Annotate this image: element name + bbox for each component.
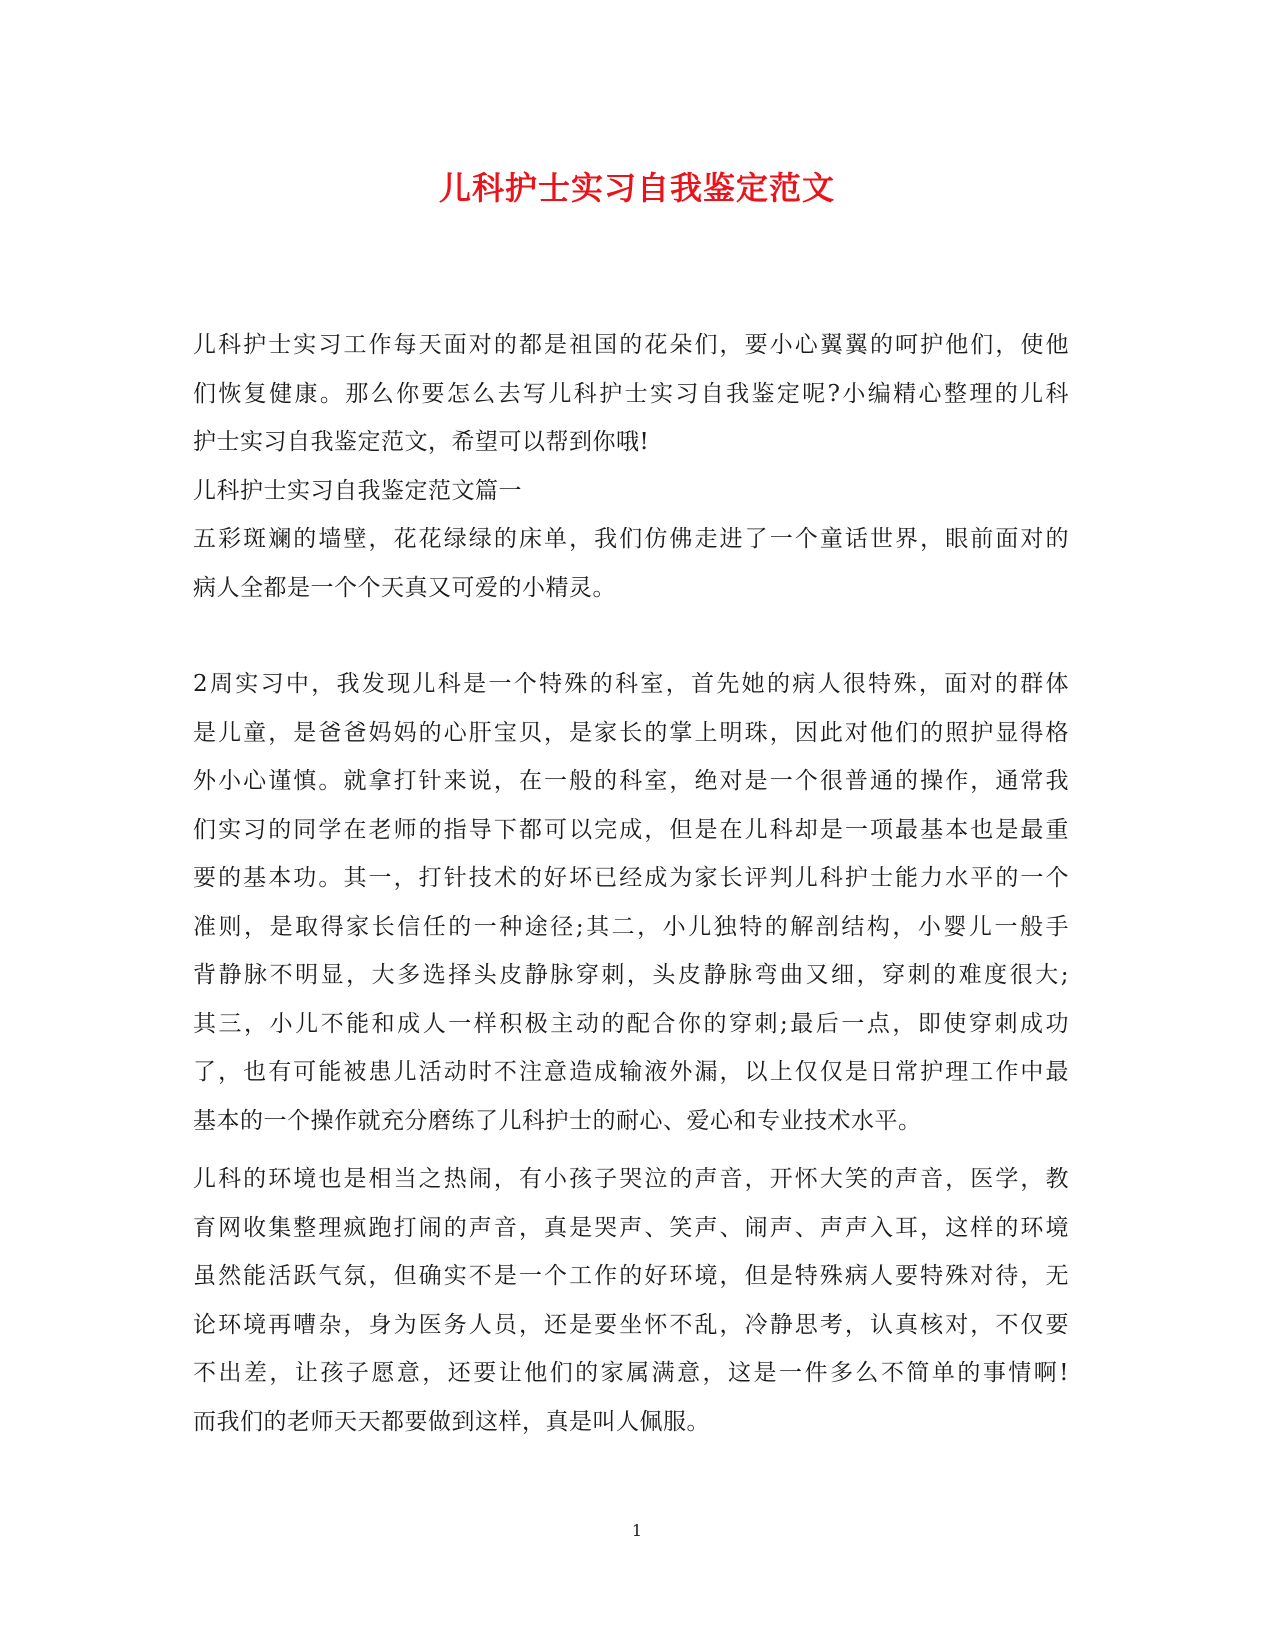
- text-line: 五彩斑斓的墙壁，花花绿绿的床单，我们仿佛走进了一个童话世界，眼前面对的: [193, 526, 1069, 552]
- text-line: 是儿童，是爸爸妈妈的心肝宝贝，是家长的掌上明珠，因此对他们的照护显得格: [193, 719, 1069, 746]
- text-line: 了，也有可能被患儿活动时不注意造成输液外漏，以上仅仅是日常护理工作中最: [193, 1059, 1069, 1085]
- paragraph-2: [193, 660, 1069, 1145]
- paragraph-1: [193, 515, 1069, 612]
- intro-paragraph: [193, 321, 1069, 467]
- text-line: 们恢复健康。那么你要怎么去写儿科护士实习自我鉴定呢?小编精心整理的儿科: [193, 380, 1069, 407]
- text-line: 病人全都是一个个天真又可爱的小精灵。: [193, 574, 616, 601]
- document-title: 儿科护士实习自我鉴定范文: [438, 169, 835, 207]
- text-line: 背静脉不明显，大多选择头皮静脉穿刺，头皮静脉弯曲又细，穿刺的难度很大;: [193, 962, 1069, 988]
- text-line: 儿科护士实习工作每天面对的都是祖国的花朵们，要小心翼翼的呵护他们，使他: [193, 332, 1069, 358]
- text-line: 们实习的同学在老师的指导下都可以完成，但是在儿科却是一项最基本也是最重: [193, 816, 1069, 843]
- text-line: 外小心谨慎。就拿打针来说，在一般的科室，绝对是一个很普通的操作，通常我: [193, 768, 1069, 794]
- text-line: 不出差，让孩子愿意，还要让他们的家属满意，这是一件多么不简单的事情啊!: [193, 1360, 1069, 1386]
- section-heading-text: 儿科护士实习自我鉴定范文篇一: [193, 478, 522, 504]
- text-line: 其三，小儿不能和成人一样积极主动的配合你的穿刺;最后一点，即使穿刺成功: [193, 1010, 1069, 1037]
- paragraph-3: [193, 1155, 1069, 1446]
- text-line: 准则，是取得家长信任的一种途径;其二，小儿独特的解剖结构，小婴儿一般手: [193, 913, 1069, 940]
- text-line: 基本的一个操作就充分磨练了儿科护士的耐心、爱心和专业技术水平。: [193, 1107, 922, 1134]
- text-line: 儿科的环境也是相当之热闹，有小孩子哭泣的声音，开怀大笑的声音，医学，教: [193, 1166, 1069, 1192]
- text-line: 育网收集整理疯跑打闹的声音，真是哭声、笑声、闹声、声声入耳，这样的环境: [193, 1214, 1069, 1241]
- text-line: 论环境再嘈杂，身为医务人员，还是要坐怀不乱，冷静思考，认真核对，不仅要: [193, 1311, 1069, 1338]
- text-line: 护士实习自我鉴定范文，希望可以帮到你哦!: [193, 429, 650, 455]
- text-line: 而我们的老师天天都要做到这样，真是叫人佩服。: [193, 1408, 710, 1435]
- text-line: 虽然能活跃气氛，但确实不是一个工作的好环境，但是特殊病人要特殊对待，无: [193, 1263, 1069, 1289]
- section-heading: [193, 467, 1069, 516]
- page-number: 1: [631, 1521, 643, 1540]
- text-line: 2周实习中，我发现儿科是一个特殊的科室，首先她的病人很特殊，面对的群体: [193, 671, 1069, 697]
- text-line: 要的基本功。其一，打针技术的好坏已经成为家长评判儿科护士能力水平的一个: [193, 865, 1069, 891]
